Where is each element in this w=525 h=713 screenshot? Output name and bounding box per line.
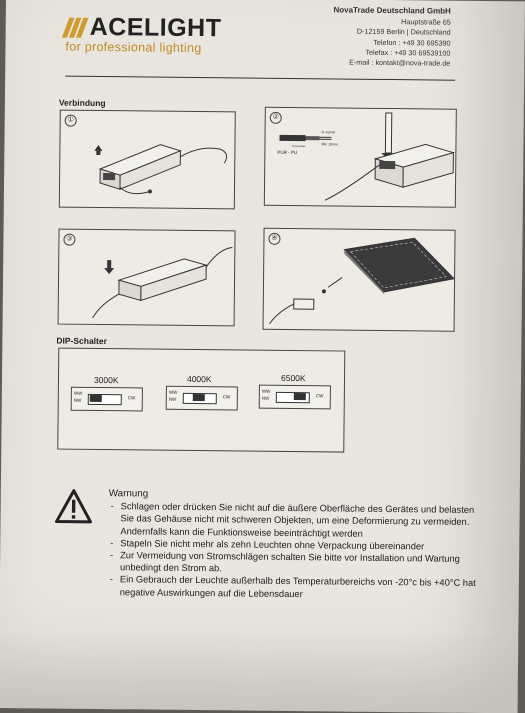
cable-strip-icon [265, 108, 456, 207]
warning-item: - Zur Vermeidung von Stromschlägen schalten Sie bitte vor Installation und Wartung unbedingt den Strom ab. [108, 549, 488, 577]
company-phone: Telefon : +49 30 695390 [333, 37, 450, 48]
brand-name: ACELIGHT [90, 13, 222, 43]
step-4-panel [263, 228, 456, 332]
brand-logo [65, 13, 221, 56]
section-heading-dip: DIP-Schalter [56, 336, 107, 347]
header-divider [65, 76, 455, 81]
driver-open-icon [60, 111, 235, 209]
step-3-panel [58, 229, 236, 327]
step-number: ① [65, 115, 77, 127]
dip-switch-6500k: WW NW CW [259, 385, 331, 410]
logo-stripes-icon [66, 17, 87, 37]
dip-label-6500k: 6500K [281, 373, 306, 383]
warning-triangle-icon [54, 489, 92, 525]
driver-close-icon [59, 230, 235, 326]
company-name: NovaTrade Deutschland GmbH [333, 5, 450, 16]
warning-item: - Ein Gebrauch der Leuchte außerhalb des Temperaturbereichs von -20°c bis +40°C hat negative Auswirkungen auf die Lebensdauer [108, 574, 488, 602]
company-fax: Telefax : +49 30 69539100 [333, 47, 450, 58]
dip-panel [57, 348, 345, 453]
step-1-panel [59, 110, 236, 210]
warning-list [108, 500, 489, 602]
company-email: E-mail : kontakt@nova-trade.de [333, 57, 450, 68]
panel-connect-icon [264, 229, 455, 331]
warning-item: - Stapeln Sie nicht mehr als zehn Leuchten ohne Verpackung übereinander [108, 537, 488, 553]
company-city: D-12159 Berlin | Deutschland [333, 27, 450, 38]
dip-label-3000k: 3000K [94, 375, 119, 385]
dip-switch-4000k: WW NW CW [166, 386, 238, 411]
brand-tagline: for professional lighting [65, 40, 221, 56]
company-address [333, 5, 451, 68]
step-number: ② [270, 112, 282, 124]
warning-block [108, 488, 489, 602]
dip-label-4000k: 4000K [187, 374, 212, 384]
step-number: ③ [63, 234, 75, 246]
strip-label-bottom: Min 10mm [321, 142, 337, 146]
dip-switch-3000k: WW NW CW [71, 387, 143, 412]
warning-item: - Schlagen oder drücken Sie nicht auf die äußere Oberfläche des Gerätes und belasten Sie das Gehäuse nicht mit schweren Objekten, um eine Deformierung zu vermeiden. Andernfalls kann die Funktionsweise beeinträchtigt werden [108, 500, 488, 541]
warning-title: Warnung [109, 488, 489, 504]
step-2-panel [264, 107, 457, 208]
strip-label-top: 8~10mm [322, 130, 336, 134]
step-number: ④ [268, 233, 280, 245]
strip-label-left: PUR - PU [277, 150, 297, 155]
company-street: Hauptstraße 65 [333, 17, 450, 28]
section-heading-connection: Verbindung [59, 98, 106, 108]
